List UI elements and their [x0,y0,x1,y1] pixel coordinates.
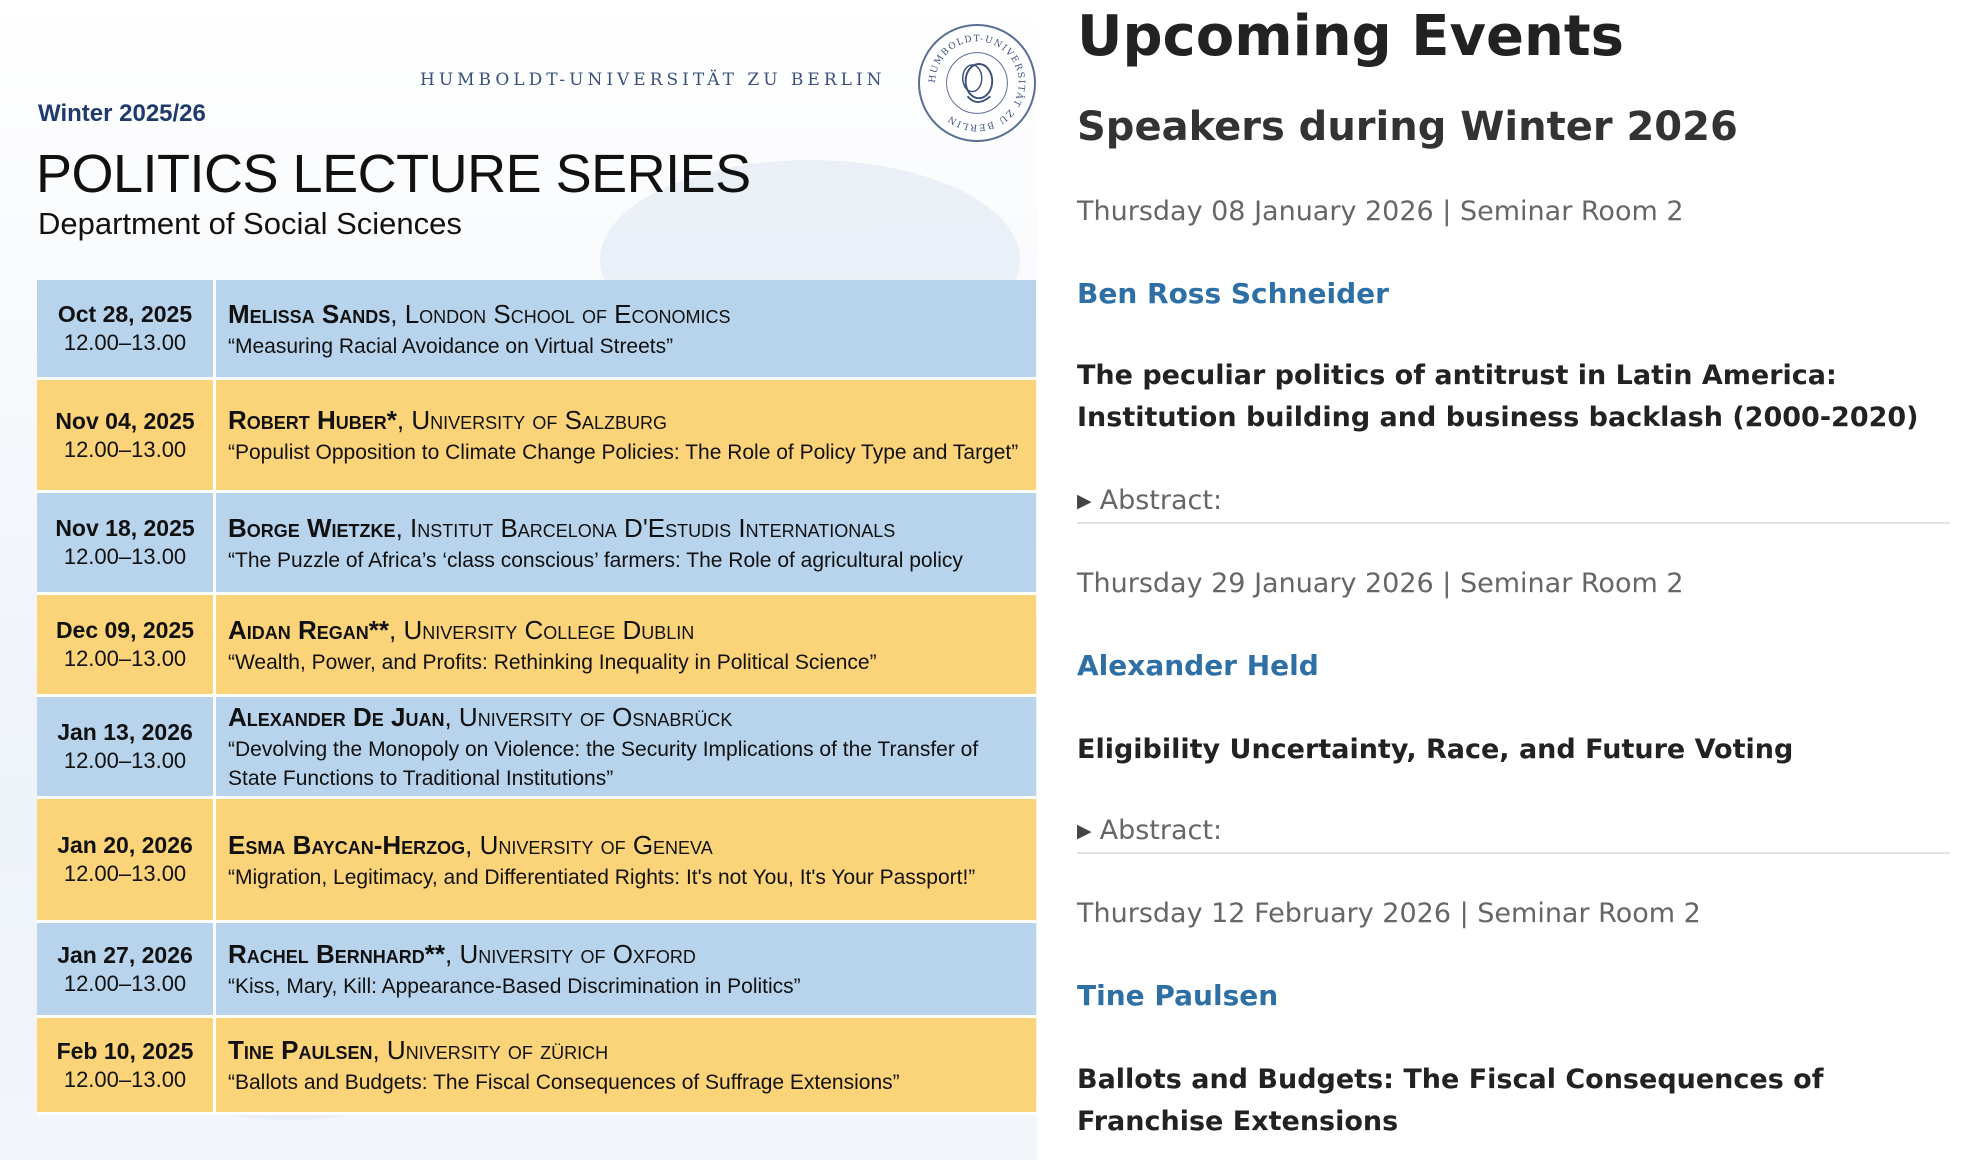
schedule-date-cell [37,280,216,377]
abstract-toggle[interactable] [1077,485,1950,524]
schedule-date-cell [37,799,216,920]
schedule-row [37,280,1036,380]
lecture-date: Jan 27, 2026 [57,941,193,968]
speaker-line [228,830,1024,861]
schedule-info-cell [216,923,1036,1015]
speaker-name: Esma Baycan-Herzog [228,829,466,860]
lecture-time: 12.00–13.00 [63,330,187,355]
speaker-affiliation: , University of Geneva [465,829,713,860]
event-date-location: Thursday 08 January 2026 | Seminar Room 2 [1077,196,1684,227]
talk-title: “Populist Opposition to Climate Change Policies: The Role of Policy Type and Target” [228,441,1019,464]
disclosure-triangle-icon: ▶ [1077,490,1092,512]
poster-title: POLITICS LECTURE SERIES [36,144,751,204]
speaker-name: Alexander De Juan [228,702,445,732]
event-item [1077,196,1952,516]
speaker-line [228,702,1024,733]
schedule-row [37,595,1036,697]
schedule-row [37,923,1036,1018]
lecture-time: 12.00–13.00 [63,970,187,996]
schedule-date-cell [37,595,216,694]
lecture-date: Dec 09, 2025 [55,617,195,643]
schedule-row [37,493,1036,595]
university-name: HUMBOLDT-UNIVERSITÄT ZU BERLIN [420,70,886,90]
talk-title: “Ballots and Budgets: The Fiscal Consequences of Suffrage Extensions” [228,1071,900,1094]
speaker-line [228,299,1024,330]
speaker-affiliation: , University College Dublin [389,614,695,645]
event-speaker-link[interactable]: Ben Ross Schneider [1077,277,1389,310]
schedule-date-cell [37,697,216,796]
lecture-date: Oct 28, 2025 [57,301,193,327]
schedule-row [37,697,1036,799]
event-speaker-link[interactable]: Alexander Held [1077,649,1319,682]
schedule-info-cell [216,697,1036,796]
speaker-name: Rachel Bernhard** [228,939,446,969]
lecture-date: Jan 20, 2026 [57,832,193,858]
talk-title: “The Puzzle of Africa’s ‘class conscious’ farmers: The Role of agricultural policy [228,548,963,572]
department-name: Department of Social Sciences [38,206,462,241]
event-date-location: Thursday 12 February 2026 | Seminar Room 2 [1077,898,1701,929]
speaker-name: Tine Paulsen [228,1035,373,1065]
schedule-info-cell [216,280,1036,377]
schedule-date-cell [37,1018,216,1112]
speaker-name: Melissa Sands [228,298,391,329]
speaker-line [228,1035,1024,1066]
speaker-name: Robert Huber* [228,405,397,435]
speaker-affiliation: , University of Osnabrück [444,702,733,732]
schedule-date-cell [37,493,216,592]
speaker-line [228,513,1024,544]
speaker-name: Aidan Regan** [228,614,390,645]
event-date-location: Thursday 29 January 2026 | Seminar Room 2 [1077,568,1684,599]
speaker-line [228,939,1024,970]
event-speaker-link[interactable]: Tine Paulsen [1077,979,1279,1012]
lecture-time: 12.00–13.00 [63,544,187,569]
abstract-label: Abstract: [1099,485,1223,516]
speaker-name: Borge Wietzke [228,512,396,543]
talk-title: “Wealth, Power, and Profits: Rethinking Inequality in Political Science” [228,650,877,674]
schedule-row [37,799,1036,923]
term-label: Winter 2025/26 [38,100,206,127]
lecture-date: Nov 18, 2025 [55,515,195,541]
speaker-affiliation: , Institut Barcelona D'Estudis Internationals [395,512,896,543]
abstract-toggle[interactable] [1077,815,1950,854]
schedule-date-cell [37,923,216,1015]
section-subtitle: Speakers during Winter 2026 [1077,104,1738,150]
schedule-info-cell [216,799,1036,920]
speaker-affiliation: , University of Salzburg [396,405,667,435]
schedule-info-cell [216,595,1036,694]
event-talk-title: Eligibility Uncertainty, Race, and Future Voting [1077,734,1794,765]
speaker-affiliation: , London School of Economics [390,298,731,329]
schedule-date-cell [37,380,216,490]
talk-title: “Migration, Legitimacy, and Differentiated Rights: It's not You, It's Your Passport!” [228,865,976,889]
speaker-line [228,405,1024,436]
lecture-time: 12.00–13.00 [63,861,187,886]
university-seal-icon [918,24,1036,142]
schedule-info-cell [216,493,1036,592]
lecture-time: 12.00–13.00 [63,646,187,671]
event-item [1077,898,1952,1137]
page-title: Upcoming Events [1077,4,1624,69]
lecture-date: Feb 10, 2025 [56,1037,194,1064]
disclosure-triangle-icon: ▶ [1077,820,1092,842]
lecture-schedule-table [37,280,1036,1115]
lecture-time: 12.00–13.00 [63,1066,187,1092]
talk-title: “Kiss, Mary, Kill: Appearance-Based Discrimination in Politics” [228,975,801,998]
schedule-row [37,1018,1036,1115]
abstract-label: Abstract: [1099,815,1223,846]
event-talk-title: Ballots and Budgets: The Fiscal Consequences of Franchise Extensions [1077,1064,1824,1137]
speaker-affiliation: , University of Oxford [445,939,696,969]
svg-text:HUMBOLDT-UNIVERSITÄT ZU BERLIN: HUMBOLDT-UNIVERSITÄT ZU BERLIN [927,34,1026,132]
lecture-date: Jan 13, 2026 [57,719,193,745]
schedule-info-cell [216,380,1036,490]
schedule-info-cell [216,1018,1036,1112]
lecture-time: 12.00–13.00 [63,748,187,773]
event-talk-title: The peculiar politics of antitrust in Latin America: Institution building and business backlash (2000-2020) [1077,360,1919,433]
talk-title: “Devolving the Monopoly on Violence: the Security Implications of the Transfer of State Functions to Traditional Institutions” [228,738,979,790]
lecture-time: 12.00–13.00 [63,436,187,462]
schedule-row [37,380,1036,493]
speaker-affiliation: , University of zürich [372,1035,609,1065]
lecture-date: Nov 04, 2025 [55,407,195,434]
event-item [1077,568,1952,846]
talk-title: “Measuring Racial Avoidance on Virtual Streets” [228,334,674,358]
speaker-line [228,615,1024,646]
